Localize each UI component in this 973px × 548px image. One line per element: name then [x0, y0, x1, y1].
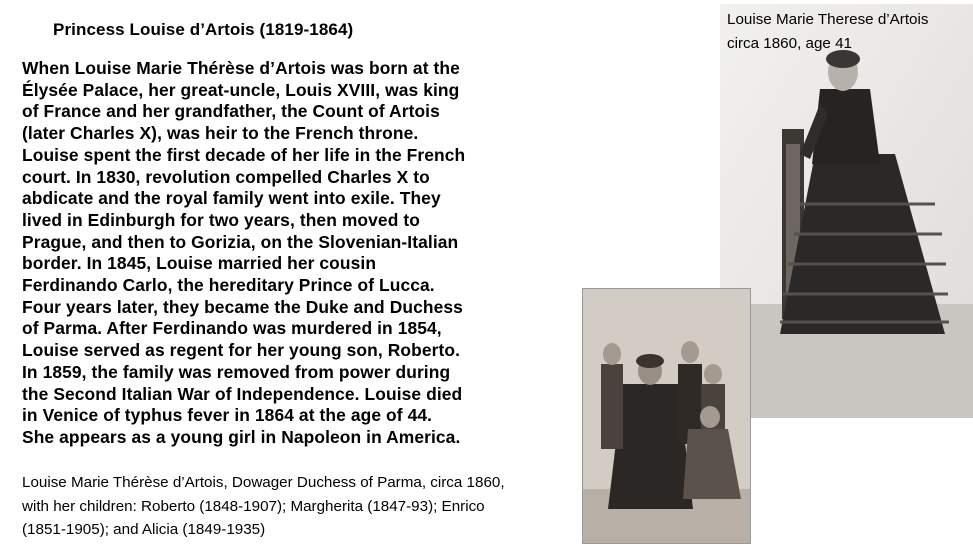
caption-line: with her children: Roberto (1848-1907); Margherita (1847-93); Enrico: [22, 497, 485, 515]
body-text-line: court. In 1830, revolution compelled Charles X to: [22, 166, 430, 187]
body-text-line: Ferdinando Carlo, the hereditary Prince of Lucca.: [22, 275, 435, 296]
family-group-photo: [582, 288, 751, 544]
caption-line: Louise Marie Thérèse d’Artois, Dowager Duchess of Parma, circa 1860,: [22, 474, 505, 491]
caption-line: Louise Marie Therese d’Artois: [727, 11, 929, 28]
body-text-line: Louise served as regent for her young son, Roberto.: [22, 340, 461, 361]
body-text-line: Louise spent the first decade of her life in the French: [22, 144, 466, 165]
body-text-line: Four years later, they became the Duke and Duchess: [22, 296, 463, 317]
body-text-line: of Parma. After Ferdinando was murdered in 1854,: [22, 318, 442, 339]
body-text-line: Prague, and then to Gorizia, on the Slovenian-Italian: [22, 231, 459, 252]
body-text-line: in Venice of typhus fever in 1864 at the age of 44.: [22, 405, 433, 426]
page-title: Princess Louise d’Artois (1819-1864): [53, 20, 354, 39]
body-text-line: lived in Edinburgh for two years, then moved to: [22, 209, 420, 230]
biography-paragraph: [22, 58, 582, 449]
caption-line: circa 1860, age 41: [727, 34, 852, 52]
body-text-line: (later Charles X), was heir to the French throne.: [22, 123, 419, 144]
body-text-line: In 1859, the family was removed from power during: [22, 361, 451, 382]
body-text-line: When Louise Marie Thérèse d’Artois was born at the: [22, 58, 460, 78]
body-text-line: border. In 1845, Louise married her cousin: [22, 253, 377, 274]
body-text-line: the Second Italian War of Independence. Louise died: [22, 383, 463, 404]
group-photo-caption: [22, 471, 582, 542]
body-text-line: She appears as a young girl in Napoleon in America.: [22, 426, 461, 447]
body-text-line: Élysée Palace, her great-uncle, Louis XVIII, was king: [22, 79, 460, 100]
portrait-photo: [720, 4, 973, 418]
body-text-line: abdicate and the royal family went into exile. They: [22, 188, 441, 209]
portrait-caption: [727, 8, 972, 55]
caption-line: (1851-1905); and Alicia (1849-1935): [22, 521, 266, 538]
body-text-line: of France and her grandfather, the Count of Artois: [22, 101, 440, 122]
